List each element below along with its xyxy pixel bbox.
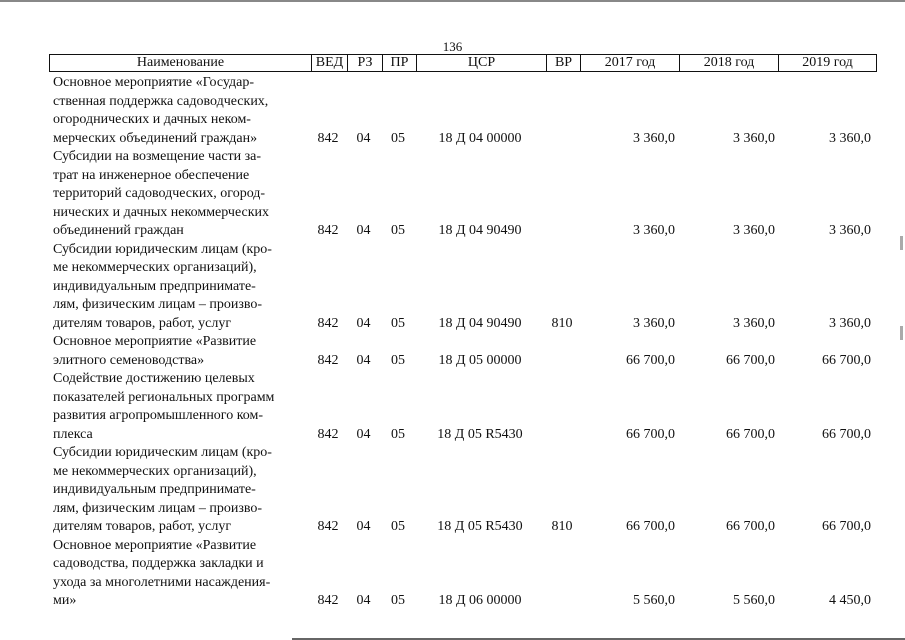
cell-2019: 3 360,0 (829, 315, 871, 331)
row-name-line: садоводства, поддержка закладки и (53, 556, 264, 571)
cell-rz: 04 (356, 593, 371, 608)
cell-pr: 05 (391, 130, 405, 146)
cell-ved: 842 (317, 315, 339, 331)
row-name-line: Основное мероприятие «Развитие (53, 537, 257, 553)
row-name-line: мерческих объединений граждан» (53, 130, 258, 146)
header-rz: РЗ (347, 55, 382, 71)
row-name-line: Основное мероприятие «Государ- (53, 75, 254, 90)
row-name-line: лям, физическим лицам – произво- (53, 297, 263, 312)
row-name-line: индивидуальным предпринимате- (53, 278, 256, 294)
cell-ved: 842 (317, 593, 339, 608)
cell-2018: 66 700,0 (726, 426, 775, 442)
header-2017: 2017 год (580, 55, 679, 71)
row-name-line: Субсидии юридическим лицам (кро- (53, 241, 272, 257)
row-name-line: индивидуальным предпринимате- (53, 482, 256, 497)
cell-2019: 4 450,0 (829, 593, 871, 608)
row-name-line: огороднических и дачных неком- (53, 112, 251, 127)
row-name-line: ственная поддержка садоводческих, (53, 93, 269, 109)
row-name-line: ми» (53, 593, 77, 608)
row-name (53, 444, 303, 537)
row-name-line: трат на инженерное обеспечение (53, 167, 250, 183)
cell-2019: 66 700,0 (822, 352, 871, 368)
table-header (49, 54, 877, 72)
header-csr: ЦСР (416, 55, 546, 71)
cell-ved: 842 (317, 426, 339, 442)
row-name-line: Содействие достижению целевых (53, 371, 255, 386)
header-name: Наименование (136, 55, 225, 70)
row-name (53, 241, 303, 334)
header-ved: ВЕД (311, 55, 347, 71)
cell-pr: 05 (391, 426, 405, 442)
table-row (49, 241, 879, 334)
row-name-line: объединений граждан (53, 223, 184, 238)
cell-ved: 842 (317, 223, 339, 238)
cell-2017: 3 360,0 (633, 130, 675, 146)
row-name-line: ме некоммерческих организаций), (53, 463, 257, 479)
cell-pr: 05 (391, 593, 405, 608)
table-row (49, 370, 879, 444)
cell-ved: 842 (317, 130, 339, 146)
row-name (53, 148, 303, 241)
cell-pr: 05 (391, 315, 405, 331)
row-name-line: элитного семеноводства» (53, 352, 205, 368)
scan-edge-mark (900, 236, 903, 250)
page-number: 136 (442, 39, 463, 54)
row-name-line: территорий садоводческих, огород- (53, 186, 266, 201)
cell-2019: 3 360,0 (829, 130, 871, 146)
cell-2017: 66 700,0 (626, 519, 675, 534)
cell-pr: 05 (391, 519, 405, 534)
header-2018: 2018 год (679, 55, 778, 71)
row-name-line: показателей региональных программ (53, 389, 275, 405)
table-row (49, 537, 879, 611)
cell-ved: 842 (317, 352, 339, 368)
cell-2018: 3 360,0 (733, 223, 775, 238)
row-name-line: Субсидии юридическим лицам (кро- (53, 445, 272, 460)
cell-rz: 04 (356, 223, 371, 238)
cell-2017: 5 560,0 (633, 593, 675, 608)
row-name-line: ме некоммерческих организаций), (53, 260, 257, 275)
cell-2017: 66 700,0 (626, 426, 675, 442)
cell-rz: 04 (356, 315, 371, 331)
header-pr: ПР (382, 55, 416, 71)
row-name-line: Основное мероприятие «Развитие (53, 334, 257, 349)
cell-2018: 66 700,0 (726, 519, 775, 534)
table-row (49, 444, 879, 537)
row-name-line: дителям товаров, работ, услуг (53, 315, 232, 331)
scan-edge-mark (900, 326, 903, 340)
cell-csr: 18 Д 05 R5430 (437, 519, 523, 534)
cell-rz: 04 (356, 426, 371, 442)
row-name-line: Субсидии на возмещение части за- (53, 149, 262, 164)
row-name-line: плекса (53, 426, 93, 442)
row-name (53, 370, 303, 444)
cell-2017: 3 360,0 (633, 315, 675, 331)
cell-csr: 18 Д 05 R5430 (437, 426, 523, 442)
scan-top-edge (0, 0, 905, 2)
row-name-line: развития агропромышленного ком- (53, 408, 264, 423)
cell-rz: 04 (356, 519, 371, 534)
row-name-line: лям, физическим лицам – произво- (53, 500, 263, 516)
cell-csr: 18 Д 06 00000 (438, 593, 522, 608)
cell-2019: 66 700,0 (822, 519, 871, 534)
cell-vr: 810 (551, 519, 573, 534)
row-name (53, 74, 303, 148)
header-2019: 2019 год (778, 55, 876, 71)
table-row (49, 333, 879, 370)
cell-pr: 05 (391, 352, 405, 368)
cell-vr: 810 (551, 315, 573, 331)
cell-2018: 66 700,0 (726, 352, 775, 368)
cell-2018: 5 560,0 (733, 593, 775, 608)
cell-rz: 04 (356, 352, 371, 368)
row-name-line: нических и дачных некоммерческих (53, 204, 270, 220)
table-row (49, 148, 879, 241)
cell-csr: 18 Д 04 00000 (438, 130, 522, 146)
cell-2017: 3 360,0 (633, 223, 675, 238)
header-vr: ВР (546, 55, 580, 71)
cell-2018: 3 360,0 (733, 130, 775, 146)
cell-csr: 18 Д 04 90490 (438, 223, 522, 238)
table-row (49, 74, 879, 148)
cell-pr: 05 (391, 223, 405, 238)
cell-2017: 66 700,0 (626, 352, 675, 368)
cell-ved: 842 (317, 519, 339, 534)
cell-csr: 18 Д 04 90490 (438, 315, 522, 331)
row-name-line: дителям товаров, работ, услуг (53, 519, 232, 534)
cell-rz: 04 (356, 130, 371, 146)
cell-2018: 3 360,0 (733, 315, 775, 331)
cell-2019: 66 700,0 (822, 426, 871, 442)
cell-csr: 18 Д 05 00000 (438, 352, 522, 368)
row-name (53, 537, 303, 611)
row-name (53, 333, 303, 370)
cell-2019: 3 360,0 (829, 223, 871, 238)
row-name-line: ухода за многолетними насаждения- (53, 574, 271, 590)
